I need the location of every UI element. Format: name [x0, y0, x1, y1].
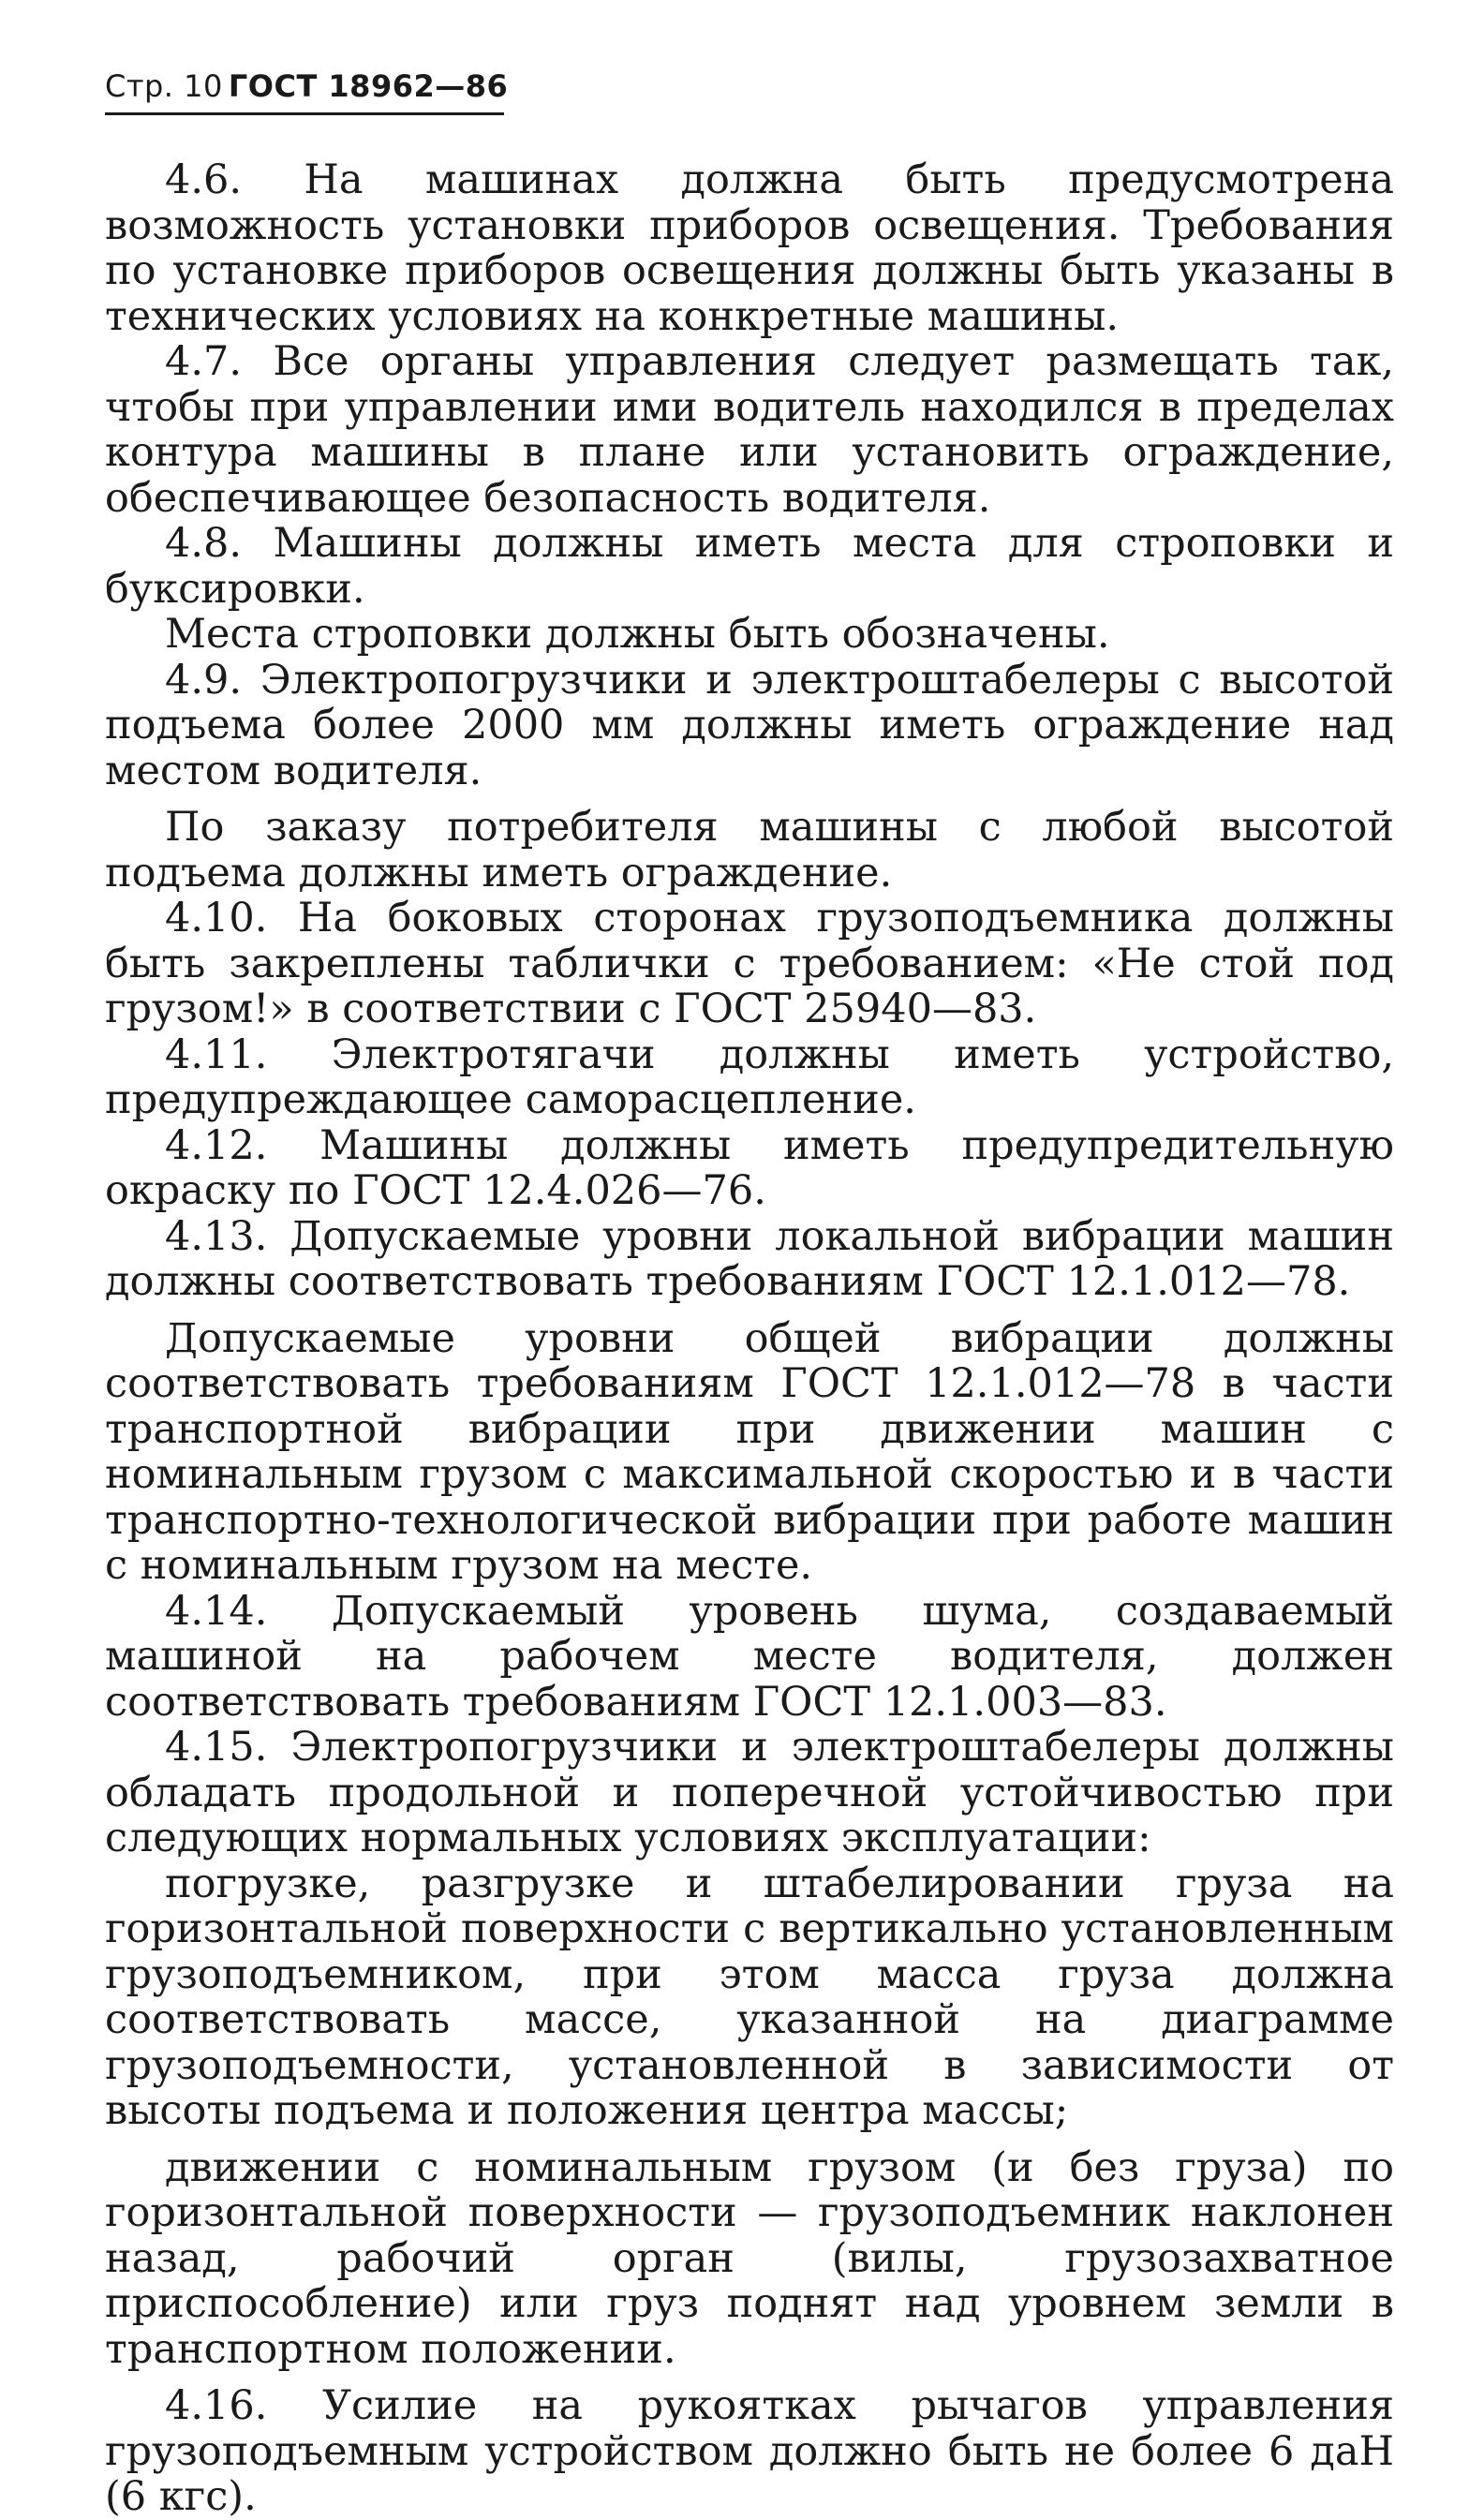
paragraph-4-12: 4.12. Машины должны иметь предупредительную окраску по ГОСТ 12.4.026—76.: [105, 1121, 1394, 1214]
document-body: [105, 157, 1394, 2520]
paragraph-4-14: 4.14. Допускаемый уровень шума, создаваемый машиной на рабочем месте водителя, должен соответствовать требованиям ГОСТ 12.1.003—83.: [105, 1587, 1394, 1726]
paragraph-4-9: 4.9. Электропогрузчики и электроштабелеры с высотой подъема более 2000 мм должны иметь ограждение над местом водителя.: [105, 656, 1394, 794]
paragraph-4-16: 4.16. Усилие на рукоятках рычагов управления грузоподъемным устройством должно быть не более 6 даН (6 кгс).: [105, 2382, 1394, 2520]
paragraph-4-13-general: Допускаемые уровни общей вибрации должны соответствовать требованиям ГОСТ 12.1.012—78 в части транспортной вибрации при движении машин с номинальным грузом с максимальной скоростью и в части транспортно-технологической вибрации при работе машин с номинальным грузом на месте.: [105, 1314, 1394, 1589]
paragraph-4-15-loading: погрузке, разгрузке и штабелировании груза на горизонтальной поверхности с вертикально установленным грузоподъемником, при этом масса груза должна соответствовать массе, указанной на диаграмме грузоподъемности, установленной в зависимости от высоты подъема и положения центра массы;: [105, 1860, 1394, 2134]
header-underline: [105, 112, 504, 115]
paragraph-4-10: 4.10. На боковых сторонах грузоподъемника должны быть закреплены таблички с требованием: «Не стой под грузом!» в соответствии с ГОСТ 25940—83.: [105, 895, 1394, 1032]
paragraph-4-6: 4.6. На машинах должна быть предусмотрена возможность установки приборов освещения. Требования по установке приборов освещения должны быть указаны в технических условиях на конкретные машины.: [105, 156, 1394, 340]
paragraph-4-9-order: По заказу потребителя машины с любой высотой подъема должны иметь ограждение.: [105, 804, 1394, 897]
page-number: Стр. 10: [105, 68, 223, 104]
paragraph-4-8: 4.8. Машины должны иметь места для строповки и буксировки.: [105, 520, 1394, 613]
paragraph-4-8-marking: Места строповки должны быть обозначены.: [165, 611, 1110, 658]
paragraph-4-15: 4.15. Электропогрузчики и электроштабелеры должны обладать продольной и поперечной устойчивостью при следующих нормальных условиях эксплуатации:: [105, 1724, 1394, 1861]
paragraph-4-15-driving: движении с номинальным грузом (и без груза) по горизонтальной поверхности — грузоподъемник наклонен назад, рабочий орган (вилы, грузозахватное приспособление) или груз поднят над уровнем земли в транспортном положении.: [105, 2143, 1394, 2373]
paragraph-4-7: 4.7. Все органы управления следует размещать так, чтобы при управлении ими водитель находился в пределах контура машины в плане или установить ограждение, обеспечивающее безопасность водителя.: [105, 338, 1394, 522]
page-header: [105, 67, 508, 105]
standard-designation: ГОСТ 18962—86: [228, 68, 509, 104]
paragraph-4-11: 4.11. Электротягачи должны иметь устройство, предупреждающее саморасцепление.: [105, 1030, 1394, 1123]
paragraph-4-13: 4.13. Допускаемые уровни локальной вибрации машин должны соответствовать требованиям ГОСТ 12.1.012—78.: [105, 1212, 1394, 1305]
